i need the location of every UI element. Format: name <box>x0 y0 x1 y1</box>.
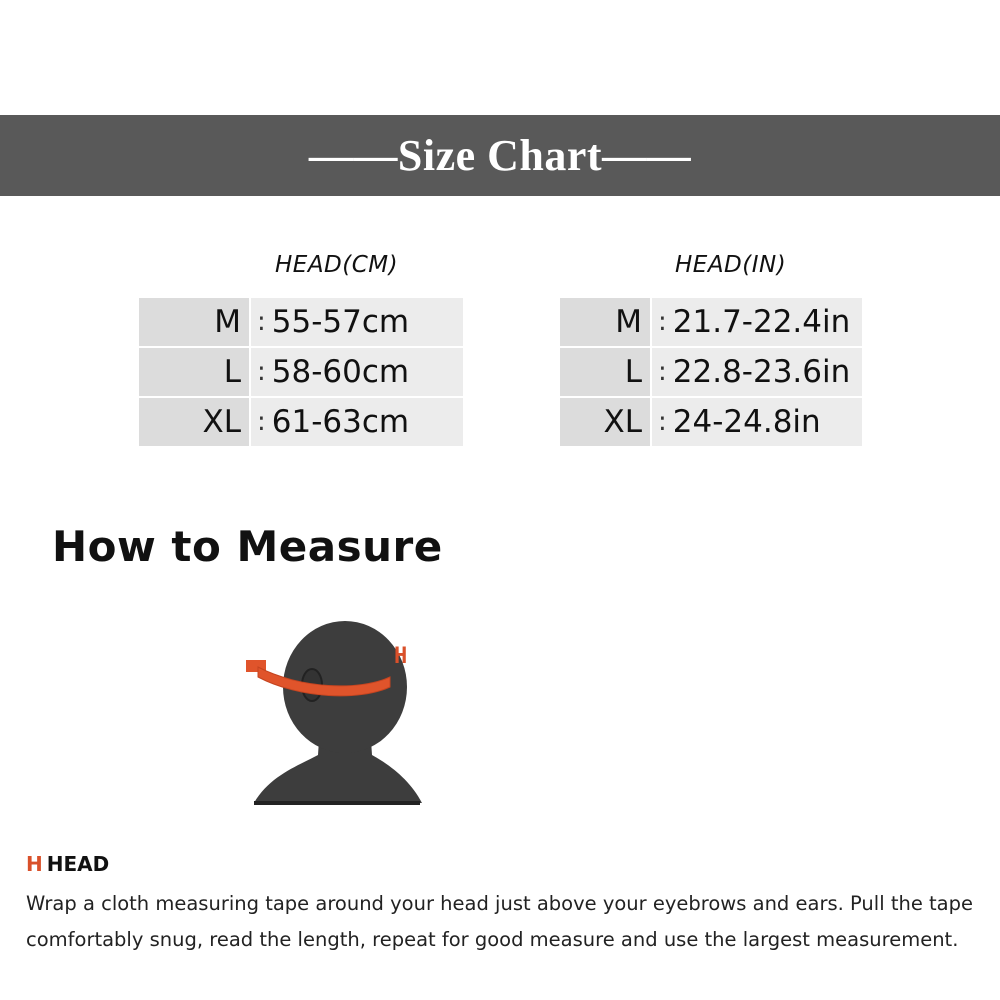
head-cm-table <box>139 298 463 448</box>
how-to-measure-heading: How to Measure <box>52 522 443 571</box>
size-value: : 61-63cm <box>249 398 463 448</box>
head-measure-illustration <box>240 615 430 805</box>
size-label: XL <box>139 398 249 448</box>
figure-h-label: H <box>394 644 408 669</box>
head-word: HEAD <box>46 852 110 876</box>
size-value: : 21.7-22.4in <box>650 298 862 348</box>
size-label: M <box>560 298 650 348</box>
head-letter: H <box>26 852 43 876</box>
size-value: : 22.8-23.6in <box>650 348 862 398</box>
base-line <box>254 801 420 805</box>
head-label <box>26 852 109 876</box>
table-row <box>560 398 862 448</box>
instruction-line: comfortably snug, read the length, repeat for good measure and use the largest measurement. <box>26 928 959 951</box>
size-value: : 55-57cm <box>249 298 463 348</box>
size-label: L <box>560 348 650 398</box>
table-row <box>139 348 463 398</box>
head-in-title: HEAD(IN) <box>675 252 787 278</box>
size-label: M <box>139 298 249 348</box>
size-value: : 58-60cm <box>249 348 463 398</box>
size-chart-banner <box>0 115 1000 196</box>
size-value: : 24-24.8in <box>650 398 862 448</box>
size-label: XL <box>560 398 650 448</box>
banner-title: ——Size Chart—— <box>308 131 692 180</box>
head-cm-title: HEAD(CM) <box>275 252 399 278</box>
instruction-line: Wrap a cloth measuring tape around your head just above your eyebrows and ears. Pull the tape <box>26 892 973 915</box>
table-row <box>560 348 862 398</box>
head-in-table <box>560 298 862 448</box>
table-row <box>139 398 463 448</box>
table-row <box>139 298 463 348</box>
size-label: L <box>139 348 249 398</box>
table-row <box>560 298 862 348</box>
measure-instructions <box>26 886 1000 958</box>
